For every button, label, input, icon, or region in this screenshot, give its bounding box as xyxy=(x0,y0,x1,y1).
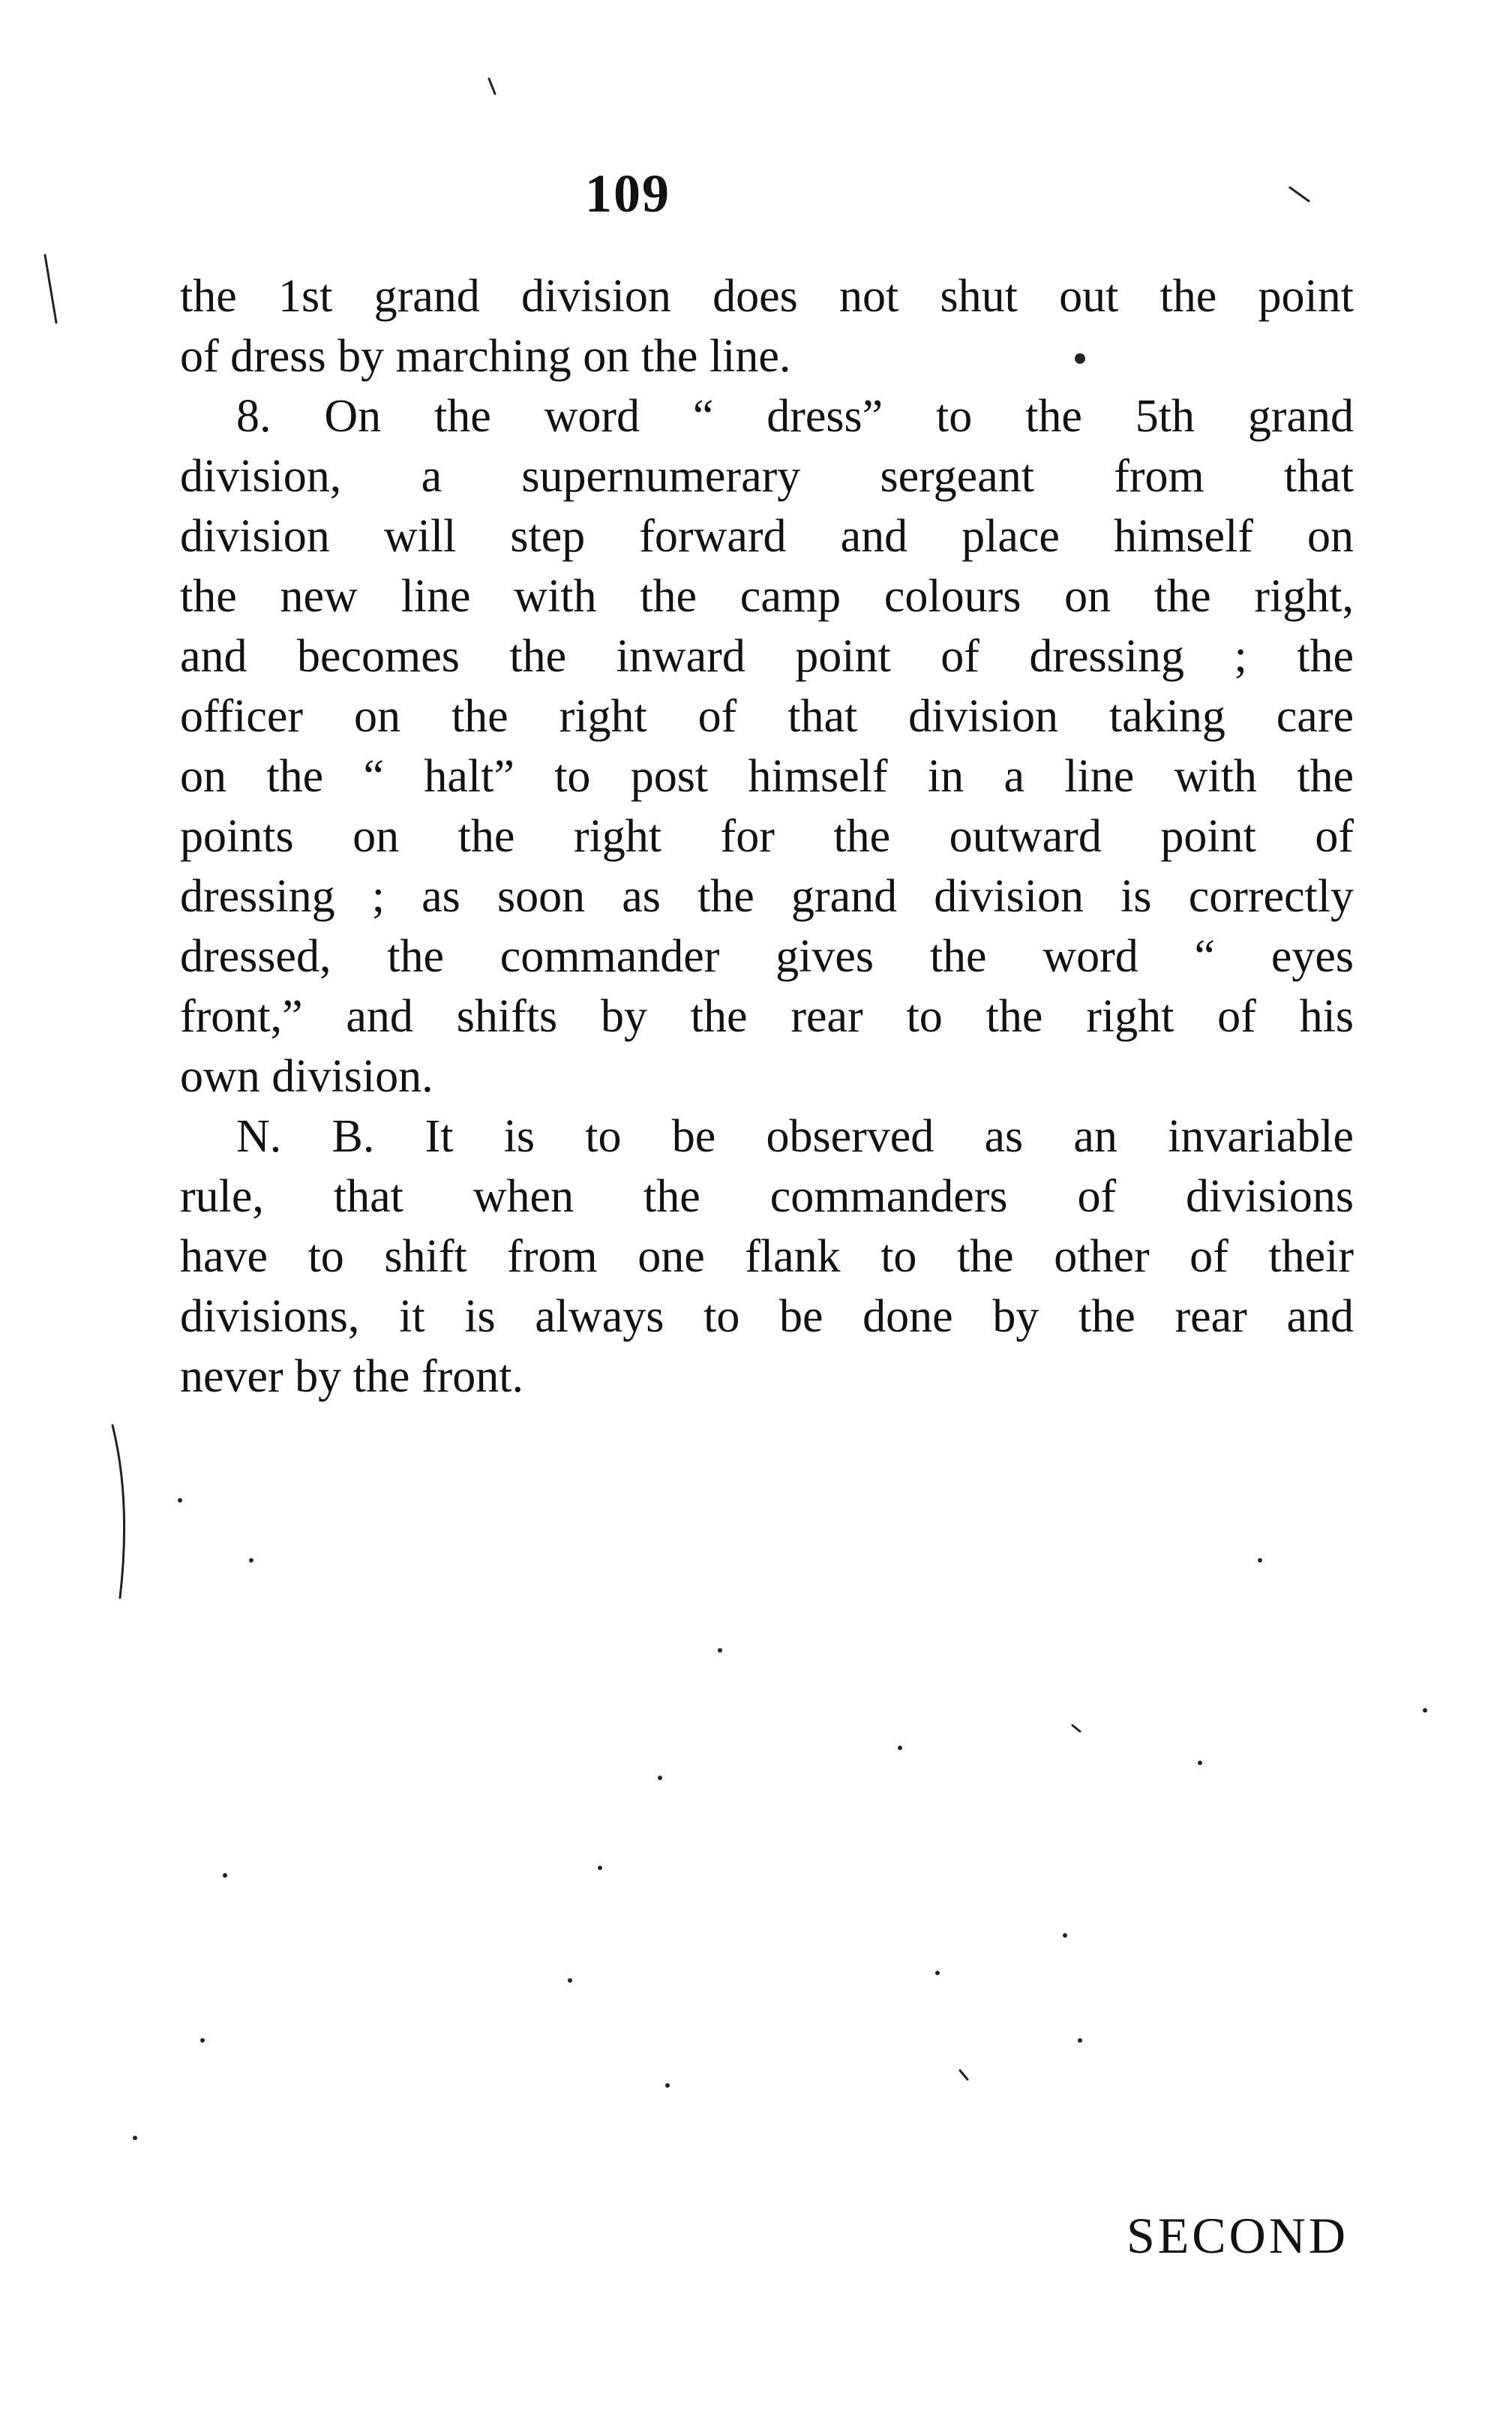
text-line: on the “ halt” to post himself in a line with the xyxy=(180,751,1354,802)
text-line: officer on the right of that division taking care xyxy=(180,691,1354,742)
text-line: front,” and shifts by the rear to the right of his xyxy=(180,991,1354,1042)
text-line: the 1st grand division does not shut out the point xyxy=(180,271,1354,322)
text-line: divisions, it is always to be done by the rear and xyxy=(180,1291,1354,1342)
text-line: dressed, the commander gives the word “ eyes xyxy=(180,931,1354,982)
text-line: 8. On the word “ dress” to the 5th grand xyxy=(236,391,1354,442)
text-line: and becomes the inward point of dressing ; the xyxy=(180,631,1354,682)
text-line: points on the right for the outward point of xyxy=(180,811,1354,862)
text-line: dressing ; as soon as the grand division is correctly xyxy=(180,871,1354,922)
text-line: N. B. It is to be observed as an invariable xyxy=(236,1111,1354,1162)
text-line: have to shift from one flank to the other of their xyxy=(180,1231,1354,1282)
text-line: division, a supernumerary sergeant from that xyxy=(180,451,1354,502)
text-line: never by the front. xyxy=(180,1351,524,1402)
catchword: SECOND xyxy=(1126,2207,1348,2264)
text-line: of dress by marching on the line. xyxy=(180,331,791,382)
page-number: 109 xyxy=(585,164,670,224)
text-line: rule, that when the commanders of divisions xyxy=(180,1171,1354,1222)
text-line: division will step forward and place himself on xyxy=(180,511,1354,562)
body-text xyxy=(180,266,1354,1407)
text-line: the new line with the camp colours on the right, xyxy=(180,571,1354,622)
text-line: own division. xyxy=(180,1051,434,1102)
